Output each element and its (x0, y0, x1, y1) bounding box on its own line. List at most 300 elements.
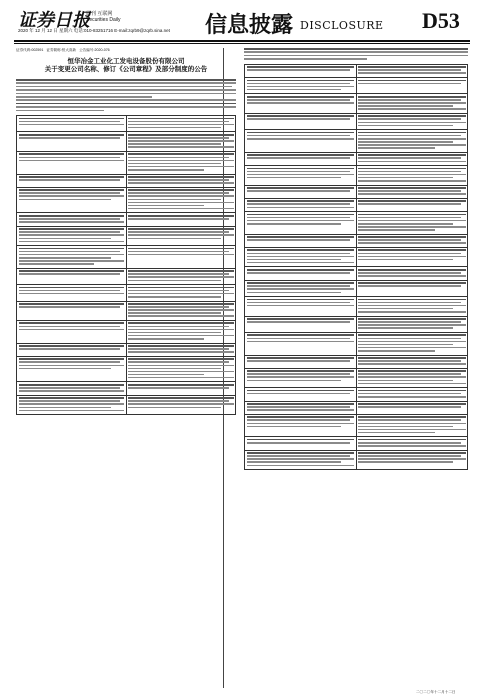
text-line (247, 403, 355, 405)
text-line (128, 332, 221, 334)
text-line (358, 69, 461, 71)
table-row (245, 368, 468, 387)
body-text (244, 48, 468, 470)
section-title-en: DISCLOSURE (300, 19, 384, 32)
text-line (16, 89, 236, 91)
table-row (245, 212, 468, 235)
text-line (247, 305, 355, 307)
text-line (128, 199, 221, 201)
table-cell (245, 234, 357, 247)
text-line (358, 324, 466, 326)
text-line (19, 397, 125, 399)
text-line (16, 110, 104, 112)
table-cell (356, 332, 468, 355)
text-line (358, 376, 466, 378)
text-line (128, 306, 229, 308)
text-line (358, 370, 466, 372)
table-row (17, 356, 236, 382)
table-cell (356, 437, 468, 450)
text-line (247, 360, 350, 362)
text-line (358, 80, 466, 82)
text-line (19, 218, 120, 220)
text-line (247, 256, 355, 258)
text-line (358, 429, 466, 431)
table-row (17, 246, 236, 269)
text-line (19, 403, 125, 405)
table-cell (126, 226, 236, 245)
text-line (358, 259, 453, 261)
text-line (247, 239, 350, 241)
table-cell (245, 450, 357, 469)
table-row (17, 382, 236, 395)
table-cell (356, 388, 468, 401)
text-line (247, 416, 355, 418)
text-line (128, 312, 221, 314)
text-line (128, 238, 221, 240)
text-line (247, 99, 350, 101)
table-cell (356, 78, 468, 94)
text-line (358, 135, 461, 137)
stock-codes (16, 48, 236, 53)
table-cell (356, 247, 468, 266)
text-line (247, 334, 355, 336)
text-line (128, 146, 234, 148)
text-line (128, 335, 234, 337)
announcement-title: 关于变更公司名称、修订《公司章程》及部分制度的公告 (44, 65, 208, 73)
text-line (19, 329, 125, 331)
text-line (19, 407, 112, 409)
text-line (358, 99, 461, 101)
text-line (244, 55, 468, 57)
table-cell (356, 64, 468, 77)
text-line (247, 200, 355, 202)
text-line (358, 180, 466, 182)
text-line (358, 334, 466, 336)
text-line (358, 373, 461, 375)
text-line (358, 341, 466, 343)
text-line (358, 253, 461, 255)
table-row (17, 343, 236, 356)
text-line (128, 348, 229, 350)
text-line (19, 199, 112, 201)
announcement-no: 公告编号:2020-076 (79, 48, 110, 52)
text-line (19, 410, 125, 412)
table-cell (245, 78, 357, 94)
text-line (19, 270, 125, 272)
text-line (128, 163, 221, 165)
text-line (19, 228, 125, 230)
text-line (358, 390, 466, 392)
text-line (358, 299, 466, 301)
table-cell (245, 113, 357, 129)
text-line (358, 96, 466, 98)
text-line (358, 125, 453, 127)
text-line (358, 416, 466, 418)
text-line (358, 249, 466, 251)
table-row (245, 166, 468, 185)
text-line (19, 400, 120, 402)
text-line (247, 373, 350, 375)
table-cell (126, 213, 236, 226)
table-cell (17, 320, 127, 343)
text-line (358, 347, 466, 349)
text-line (358, 311, 466, 313)
text-line (247, 187, 355, 189)
text-line (358, 327, 453, 329)
table-cell (245, 355, 357, 368)
table-cell (17, 301, 127, 320)
text-line (247, 390, 355, 392)
text-line (19, 118, 125, 120)
text-line (128, 345, 234, 347)
table-cell (356, 234, 468, 247)
table-row (245, 198, 468, 211)
table-cell (245, 401, 357, 414)
table-row (245, 185, 468, 198)
text-line (128, 293, 234, 295)
text-line (19, 121, 120, 123)
text-line (128, 134, 234, 136)
text-line (358, 144, 466, 146)
text-line (19, 361, 120, 363)
header-rule-thin (14, 43, 470, 44)
text-line (247, 262, 355, 264)
text-line (247, 96, 355, 98)
text-line (358, 157, 461, 159)
text-line (19, 273, 120, 275)
text-line (358, 229, 435, 231)
text-line (16, 82, 236, 84)
text-line (358, 393, 461, 395)
text-line (358, 132, 466, 134)
table-cell (356, 185, 468, 198)
text-line (19, 390, 125, 392)
text-line (19, 195, 125, 197)
table-row (17, 187, 236, 213)
announcement-date: 二〇二〇年十二月十二日 (416, 690, 456, 694)
text-line (358, 406, 461, 408)
table-row (245, 450, 468, 469)
table-cell (245, 166, 357, 185)
table-row (17, 320, 236, 343)
text-line (247, 458, 355, 460)
text-line (128, 329, 234, 331)
text-line (128, 157, 229, 159)
table-row (245, 332, 468, 355)
table-row (17, 151, 236, 174)
text-line (247, 66, 355, 68)
header-rule (14, 40, 470, 42)
text-line (19, 215, 125, 217)
text-line (358, 318, 466, 320)
text-line (19, 358, 125, 360)
table-row (245, 247, 468, 266)
text-line (19, 248, 125, 250)
table-row (245, 94, 468, 113)
text-line (247, 132, 355, 134)
table-row (245, 234, 468, 247)
text-line (358, 321, 461, 323)
text-line (128, 322, 234, 324)
text-line (358, 171, 461, 173)
article-title (16, 57, 236, 73)
text-line (19, 387, 120, 389)
table-row (17, 285, 236, 301)
text-line (128, 254, 234, 256)
table-cell (126, 395, 236, 414)
text-line (128, 137, 229, 139)
text-line (247, 302, 350, 304)
text-line (358, 452, 466, 454)
table-row (245, 152, 468, 165)
text-line (247, 465, 355, 467)
text-line (358, 423, 466, 425)
table-cell (126, 151, 236, 174)
text-line (247, 80, 355, 82)
table-row (17, 132, 236, 151)
text-line (247, 393, 350, 395)
table-cell (356, 130, 468, 153)
text-line (247, 259, 342, 261)
table-cell (356, 316, 468, 332)
text-line (247, 171, 350, 173)
text-line (19, 153, 125, 155)
text-line (247, 439, 355, 441)
amendment-table (244, 64, 468, 470)
text-line (247, 461, 342, 463)
table-cell (356, 280, 468, 296)
text-line (358, 141, 453, 143)
text-line (358, 239, 461, 241)
table-cell (17, 187, 127, 213)
text-line (128, 351, 234, 353)
table-row (245, 130, 468, 153)
text-line (247, 455, 350, 457)
text-line (358, 220, 466, 222)
text-line (19, 365, 125, 367)
text-line (247, 423, 355, 425)
text-line (247, 220, 355, 222)
text-line (128, 280, 221, 282)
text-line (128, 215, 234, 217)
table-cell (126, 246, 236, 269)
text-line (16, 79, 236, 81)
table-cell (356, 401, 468, 414)
text-line (358, 105, 453, 107)
text-line (16, 99, 236, 101)
table-cell (17, 116, 127, 132)
text-line (247, 442, 350, 444)
table-row (17, 116, 236, 132)
text-line (128, 400, 229, 402)
text-line (19, 231, 120, 233)
text-line (19, 293, 125, 295)
table-cell (245, 297, 357, 316)
text-line (247, 83, 350, 85)
text-line (247, 118, 350, 120)
text-line (247, 86, 355, 88)
text-line (358, 461, 453, 463)
text-line (247, 288, 355, 290)
text-line (244, 58, 367, 60)
text-line (19, 348, 120, 350)
text-line (358, 226, 466, 228)
text-line (128, 315, 234, 317)
table-cell (356, 152, 468, 165)
text-line (128, 371, 234, 373)
text-line (247, 249, 355, 251)
table-row (245, 437, 468, 450)
text-line (358, 305, 466, 307)
text-line (128, 166, 234, 168)
text-line (358, 350, 435, 352)
text-line (358, 223, 453, 225)
table-row (245, 64, 468, 77)
table-cell (17, 356, 127, 382)
text-line (358, 190, 461, 192)
text-line (128, 251, 229, 253)
company-name: 恒华冶金工业化工发电设备股份有限公司 (67, 57, 185, 65)
text-line (128, 365, 234, 367)
text-line (358, 360, 461, 362)
text-line (247, 292, 342, 294)
text-line (247, 370, 355, 372)
table-cell (126, 343, 236, 356)
text-line (247, 376, 355, 378)
table-cell (17, 343, 127, 356)
text-line (358, 174, 466, 176)
text-line (16, 93, 236, 95)
stock-code: 证券代码:002591 (16, 48, 44, 52)
text-line (128, 179, 229, 181)
table-cell (245, 94, 357, 113)
text-line (358, 256, 466, 258)
body-text (16, 79, 236, 415)
text-line (247, 138, 355, 140)
text-line (19, 189, 125, 191)
text-line (358, 187, 466, 189)
text-line (247, 168, 355, 170)
table-cell (17, 174, 127, 187)
table-row (17, 226, 236, 245)
text-line (358, 383, 466, 385)
table-row (245, 78, 468, 94)
text-line (128, 228, 234, 230)
table-cell (356, 212, 468, 235)
text-line (247, 115, 355, 117)
text-line (128, 205, 204, 207)
text-line (358, 396, 466, 398)
text-line (358, 439, 466, 441)
text-line (128, 208, 234, 210)
table-row (245, 388, 468, 401)
table-cell (245, 280, 357, 296)
text-line (358, 455, 461, 457)
text-line (358, 214, 466, 216)
text-line (358, 115, 466, 117)
table-row (245, 355, 468, 368)
text-line (358, 242, 466, 244)
text-line (247, 409, 355, 411)
text-line (244, 51, 468, 53)
table-row (245, 267, 468, 280)
text-line (128, 124, 234, 126)
table-row (17, 174, 236, 187)
text-line (16, 106, 236, 108)
text-line (128, 296, 221, 298)
text-line (128, 326, 229, 328)
amendment-table (16, 115, 236, 415)
text-line (358, 203, 461, 205)
table-cell (245, 332, 357, 355)
text-line (19, 160, 125, 162)
text-line (128, 218, 229, 220)
text-line (19, 192, 120, 194)
text-line (247, 102, 355, 104)
table-cell (126, 187, 236, 213)
text-line (19, 322, 125, 324)
text-line (128, 290, 229, 292)
text-line (19, 254, 125, 256)
table-cell (126, 382, 236, 395)
text-line (247, 174, 355, 176)
text-line (358, 118, 461, 120)
text-line (358, 458, 466, 460)
text-line (358, 66, 466, 68)
text-line (358, 302, 461, 304)
text-line (247, 269, 355, 271)
text-line (19, 134, 125, 136)
text-line (128, 118, 234, 120)
logo-sub-line: 周刊 互联网 (86, 11, 113, 17)
table-cell (17, 151, 127, 174)
text-line (244, 48, 468, 50)
table-cell (356, 368, 468, 387)
text-line (247, 177, 342, 179)
text-line (128, 384, 234, 386)
text-line (19, 290, 120, 292)
text-line (358, 177, 453, 179)
table-cell (126, 285, 236, 301)
text-line (128, 234, 234, 236)
table-cell (356, 297, 468, 316)
text-line (128, 387, 229, 389)
text-line (128, 189, 234, 191)
text-line (128, 287, 234, 289)
text-line (358, 363, 466, 365)
table-cell (245, 185, 357, 198)
table-cell (356, 198, 468, 211)
text-line (19, 137, 120, 139)
table-cell (126, 116, 236, 132)
text-line (358, 426, 453, 428)
text-line (128, 270, 234, 272)
table-cell (126, 301, 236, 320)
table-row (245, 316, 468, 332)
table-cell (126, 132, 236, 151)
text-line (19, 287, 125, 289)
text-line (19, 384, 125, 386)
table-row (245, 414, 468, 437)
logo-sub-line: Securities Daily (86, 17, 121, 23)
text-line (128, 192, 229, 194)
text-line (128, 127, 221, 129)
text-line (247, 426, 342, 428)
text-line (128, 160, 234, 162)
table-cell (356, 166, 468, 185)
text-line (358, 380, 453, 382)
text-line (247, 253, 350, 255)
